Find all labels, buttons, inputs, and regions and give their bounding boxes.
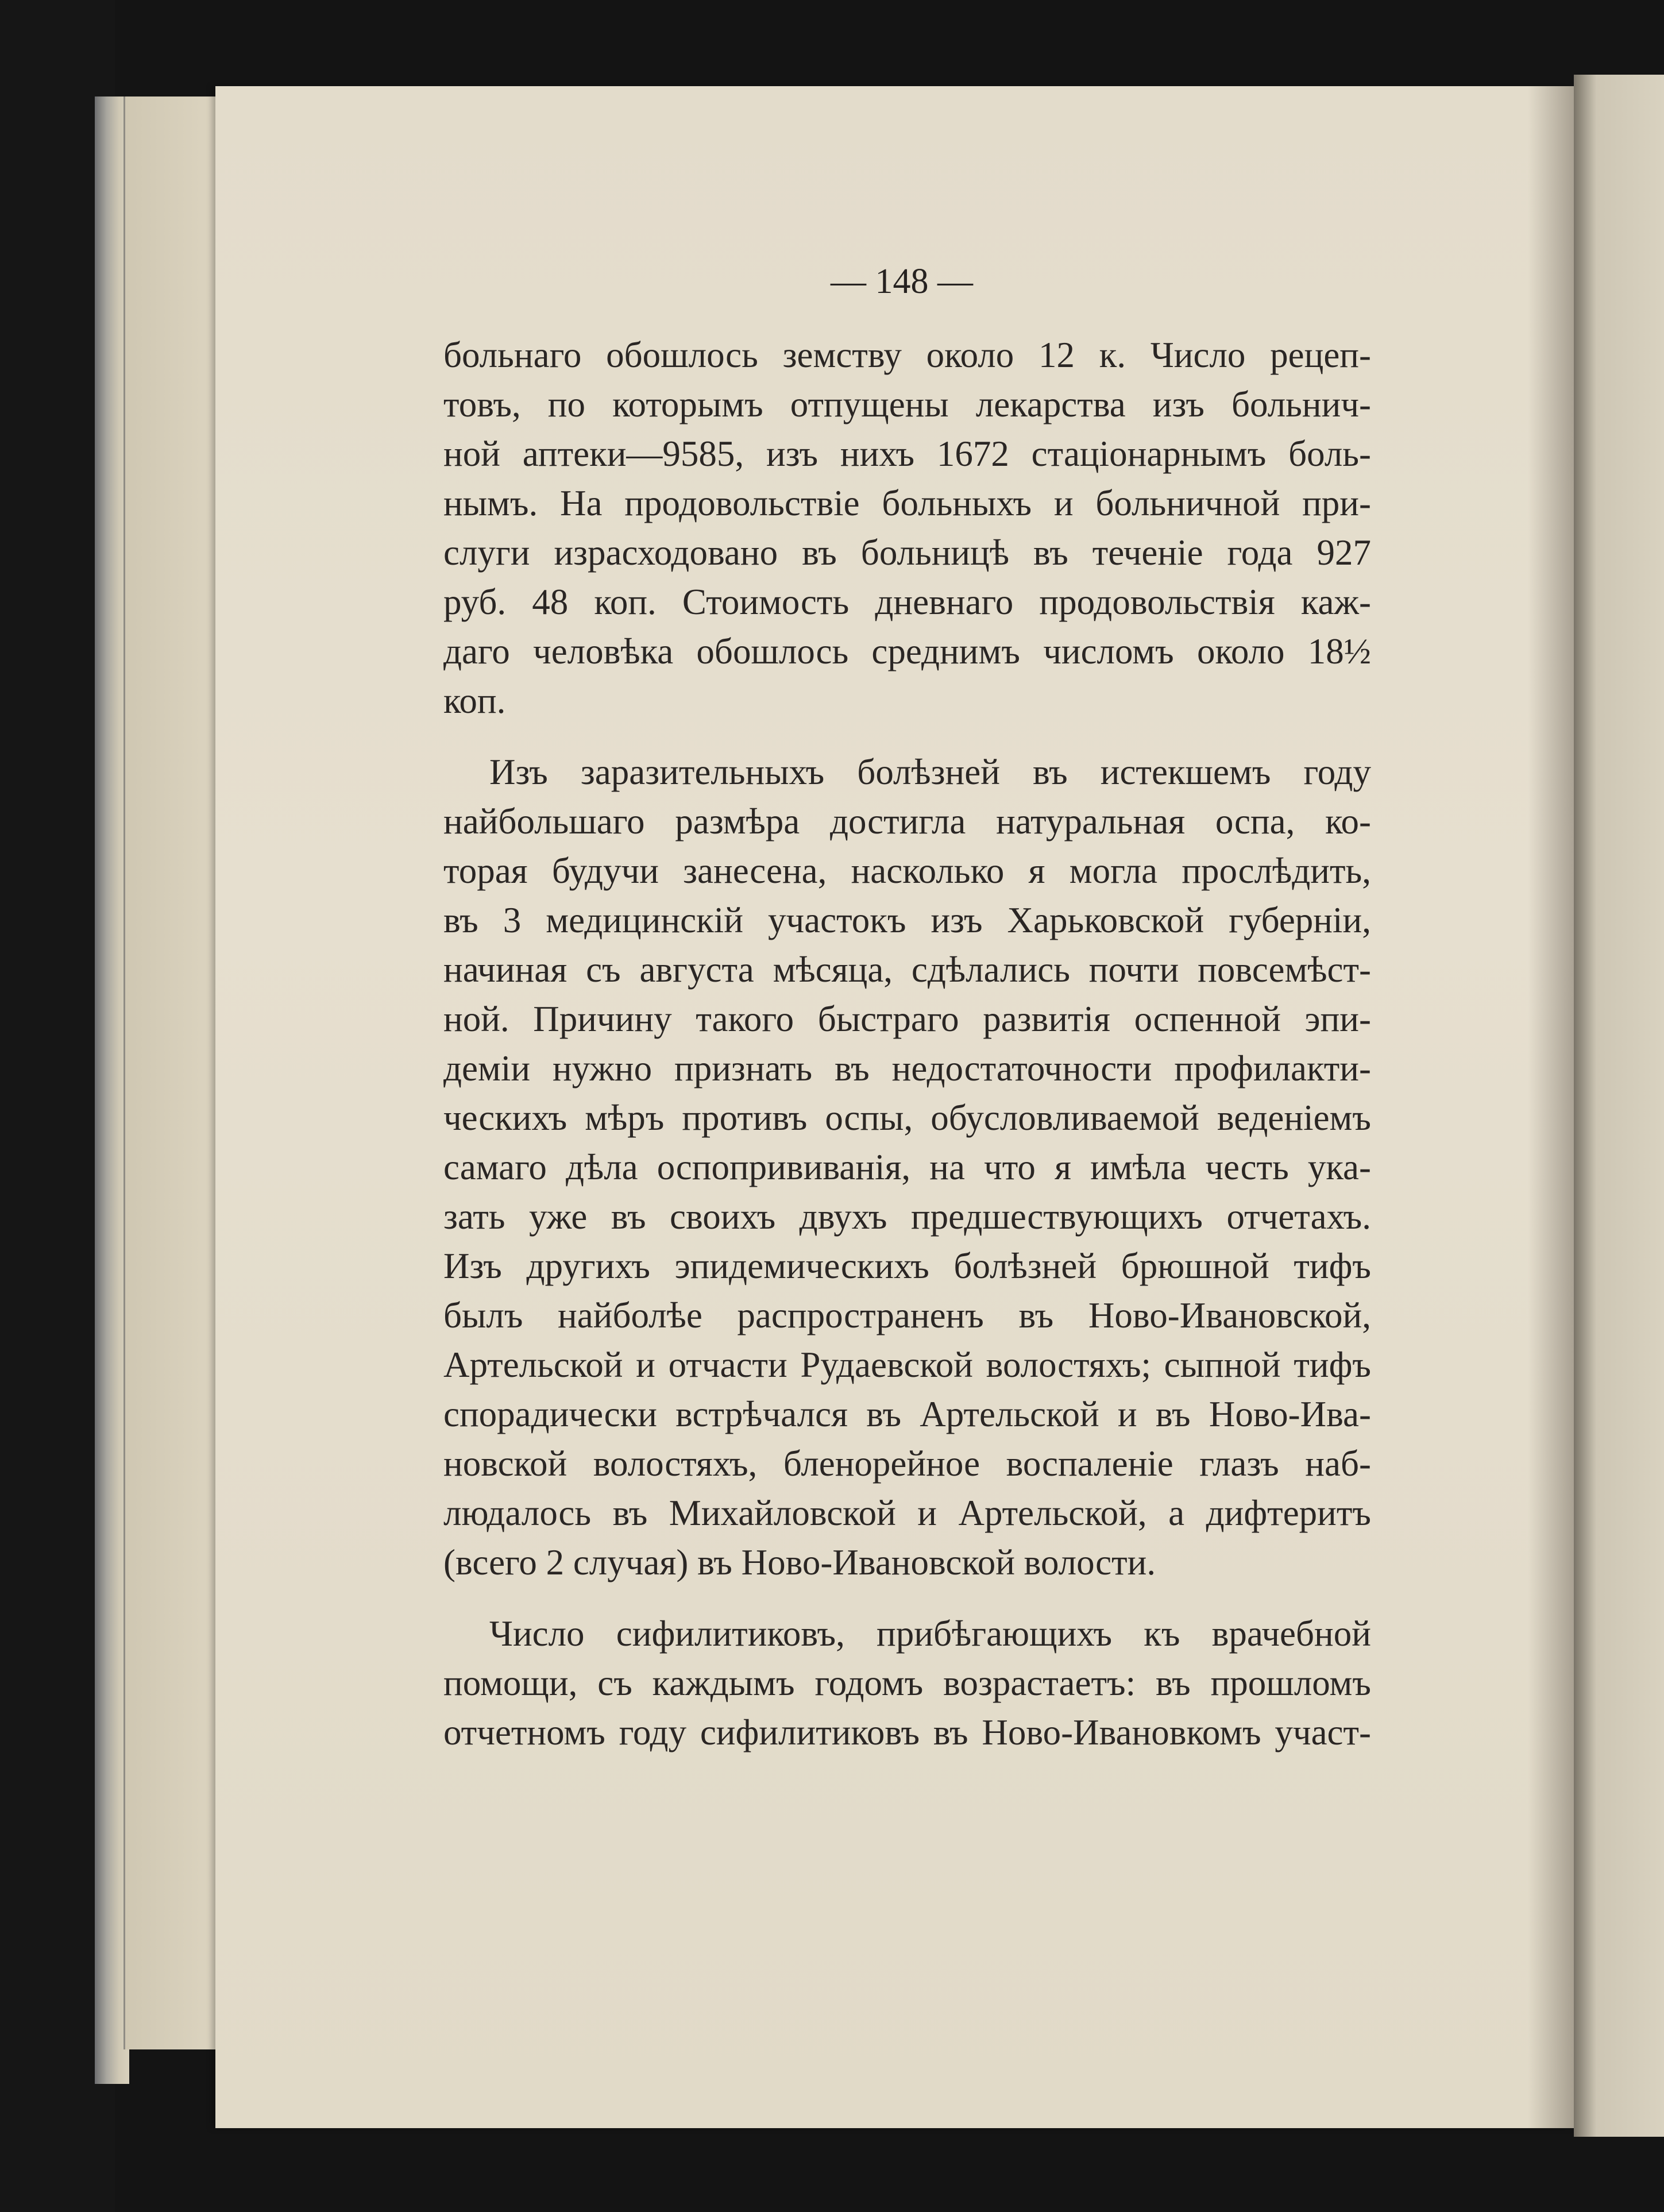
text-line: руб. 48 коп. Стоимость дневнаго продовольствія каж- <box>443 582 1371 622</box>
text-line: найбольшаго размѣра достигла натуральная оспа, ко- <box>443 801 1371 841</box>
text-line: товъ, по которымъ отпущены лекарства изъ больнич- <box>443 384 1371 424</box>
text-line: Изъ заразительныхъ болѣзней въ истекшемъ году <box>489 752 1371 792</box>
text-line: начиная съ августа мѣсяца, сдѣлались почти повсемѣст- <box>443 949 1371 990</box>
text-line: спорадически встрѣчался въ Артельской и въ Ново-Ива- <box>443 1394 1371 1434</box>
text-line: коп. <box>443 681 506 721</box>
text-line: деміи нужно признать въ недостаточности профилакти- <box>443 1048 1371 1088</box>
text-line: ческихъ мѣръ противъ оспы, обусловливаемой веденіемъ <box>443 1098 1371 1138</box>
underlying-page <box>123 96 223 2049</box>
gutter-shadow <box>1528 86 1574 2128</box>
text-line: Изъ другихъ эпидемическихъ болѣзней брюшной тифъ <box>443 1246 1371 1286</box>
text-line: людалось въ Михайловской и Артельской, а дифтеритъ <box>443 1493 1371 1533</box>
text-line: новской волостяхъ, бленорейное воспаленіе глазъ наб- <box>443 1443 1371 1484</box>
text-line: въ 3 медицинскій участокъ изъ Харьковской губерніи, <box>443 900 1371 940</box>
text-line: былъ найболѣе распространенъ въ Ново-Ивановской, <box>443 1295 1371 1335</box>
page-text <box>443 330 1371 1757</box>
text-line: ной аптеки—9585, изъ нихъ 1672 стаціонарнымъ боль- <box>443 434 1371 474</box>
text-line: самаго дѣла оспопрививанія, на что я имѣла честь ука- <box>443 1147 1371 1187</box>
text-line: торая будучи занесена, насколько я могла прослѣдить, <box>443 851 1371 891</box>
text-line: ной. Причину такого быстраго развитія оспенной эпи- <box>443 999 1371 1039</box>
facing-page-edge <box>1574 75 1664 2137</box>
text-line: больнаго обошлось земству около 12 к. Число рецеп- <box>443 335 1371 375</box>
text-line: нымъ. На продовольствіе больныхъ и больничной при- <box>443 483 1371 523</box>
paragraph-gap <box>443 725 1371 747</box>
text-line: помощи, съ каждымъ годомъ возрастаетъ: въ прошломъ <box>443 1663 1371 1703</box>
text-line: отчетномъ году сифилитиковъ въ Ново-Ивановкомъ участ- <box>443 1712 1371 1752</box>
text-line: слуги израсходовано въ больницѣ въ теченіе года 927 <box>443 532 1371 573</box>
paragraph-gap <box>443 1587 1371 1609</box>
text-line: даго человѣка обошлось среднимъ числомъ около 18½ <box>443 631 1371 671</box>
text-line: Число сифилитиковъ, прибѣгающихъ къ врачебной <box>489 1613 1371 1654</box>
page-number: — 148 — <box>831 262 973 301</box>
text-line: (всего 2 случая) въ Ново-Ивановской волости. <box>443 1542 1156 1582</box>
text-line: зать уже въ своихъ двухъ предшествующихъ отчетахъ. <box>443 1196 1371 1237</box>
text-line: Артельской и отчасти Рудаевской волостяхъ; сыпной тифъ <box>443 1345 1371 1385</box>
